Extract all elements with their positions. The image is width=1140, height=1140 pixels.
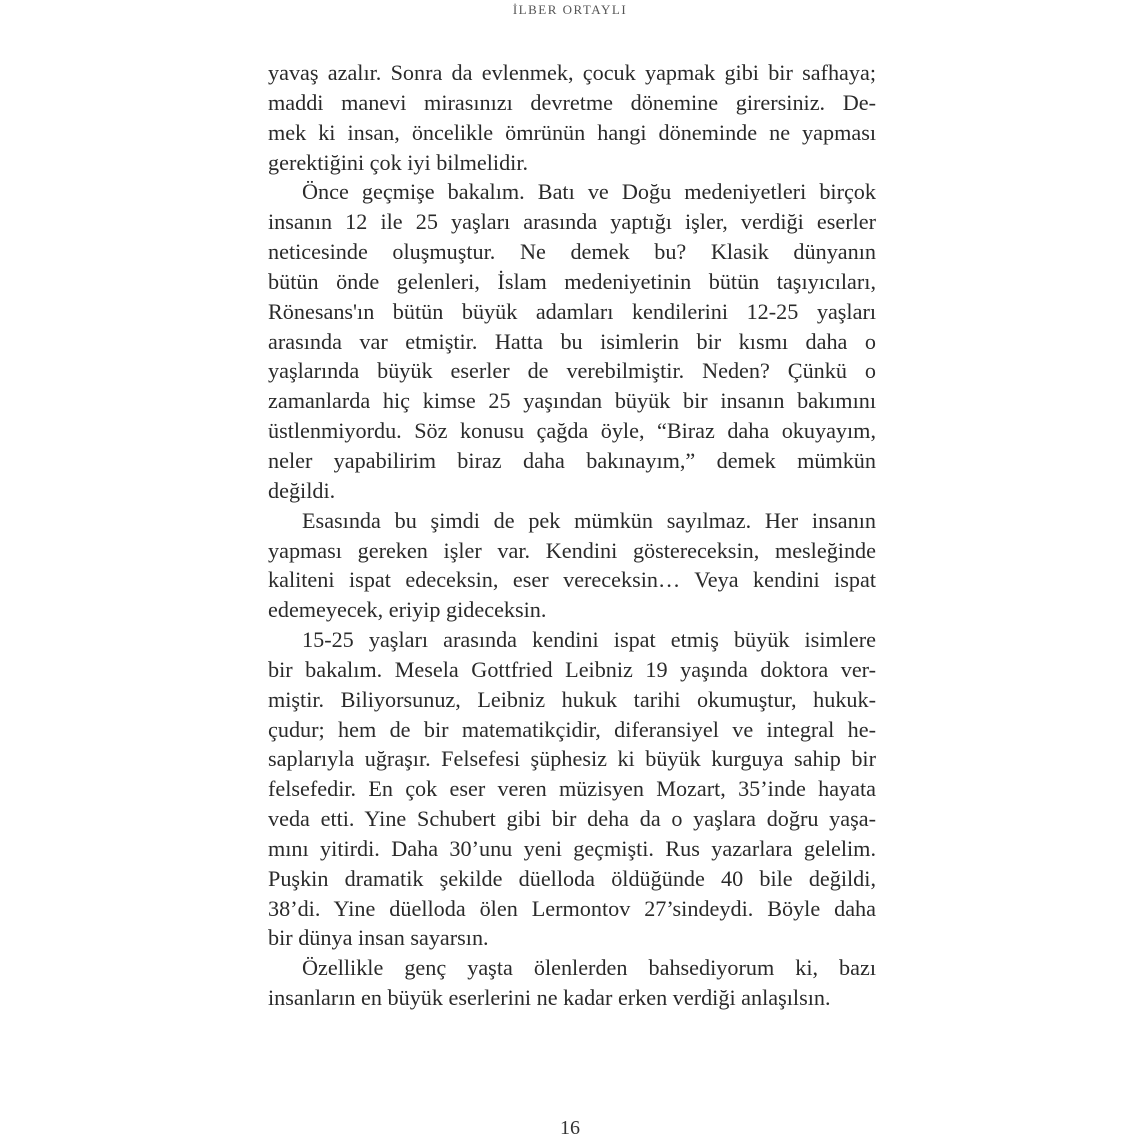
text-line: Rönesans'ın bütün büyük adamları kendilerini 12-25 yaşları [268, 298, 876, 324]
body-text [268, 58, 876, 1013]
text-line: arasında var etmiştir. Hatta bu isimlerin bir kısmı daha o [268, 328, 876, 354]
paragraph [268, 506, 876, 625]
page-number: 16 [560, 1117, 580, 1139]
running-header: İLBER ORTAYLI [512, 2, 628, 17]
text-line: kaliteni ispat edeceksin, eser vereceksin… Veya kendini ispat [268, 567, 876, 593]
text-line: saplarıyla uğraşır. Felsefesi şüphesiz ki büyük kurguya sahip bir [268, 746, 876, 772]
text-line: üstlenmiyordu. Söz konusu çağda öyle, “Biraz daha okuyayım, [268, 418, 876, 444]
text-line: miştir. Biliyorsunuz, Leibniz hukuk tarihi okumuştur, hukuk- [268, 686, 876, 712]
paragraph [268, 953, 876, 1013]
text-line: neticesinde oluşmuştur. Ne demek bu? Klasik dünyanın [268, 239, 876, 265]
text-line: Puşkin dramatik şekilde düelloda öldüğünde 40 bile değildi, [268, 865, 876, 891]
text-line: yapması gereken işler var. Kendini göstereceksin, mesleğinde [268, 537, 876, 563]
text-line: veda etti. Yine Schubert gibi bir deha da o yaşlara doğru yaşa- [268, 806, 876, 832]
text-line: neler yapabilirim biraz daha bakınayım,” demek mümkün [268, 447, 876, 473]
text-line: mını yitirdi. Daha 30’unu yeni geçmişti. Rus yazarlara gelelim. [268, 835, 876, 861]
paragraph [268, 625, 876, 953]
text-line: zamanlarda hiç kimse 25 yaşından büyük bir insanın bakımını [268, 388, 876, 414]
text-line: bütün önde gelenleri, İslam medeniyetinin bütün taşıyıcıları, [268, 268, 876, 294]
text-line: bir bakalım. Mesela Gottfried Leibniz 19 yaşında doktora ver- [268, 656, 876, 682]
text-line: insanın 12 ile 25 yaşları arasında yaptığı işler, verdiği eserler [268, 209, 876, 235]
text-line: çudur; hem de bir matematikçidir, diferansiyel ve integral he- [268, 716, 876, 742]
text-line: maddi manevi mirasınızı devretme dönemine girersiniz. De- [268, 89, 876, 115]
text-line: Esasında bu şimdi de pek mümkün sayılmaz. Her insanın [302, 507, 876, 533]
text-line: bir dünya insan sayarsın. [268, 925, 489, 951]
text-line: Özellikle genç yaşta ölenlerden bahsediyorum ki, bazı [302, 955, 876, 981]
paragraph [268, 177, 876, 505]
text-line: mek ki insan, öncelikle ömrünün hangi döneminde ne yapması [268, 119, 876, 145]
text-line: yaşlarında büyük eserler de verebilmiştir. Neden? Çünkü o [268, 358, 876, 384]
text-line: edemeyecek, eriyip gideceksin. [268, 597, 547, 623]
text-line: yavaş azalır. Sonra da evlenmek, çocuk yapmak gibi bir safhaya; [268, 60, 876, 85]
text-line: değildi. [268, 477, 336, 503]
text-line: felsefedir. En çok eser veren müzisyen Mozart, 35’inde hayata [268, 776, 876, 802]
text-line: gerektiğini çok iyi bilmelidir. [268, 149, 529, 175]
paragraph [268, 58, 876, 177]
text-line: Önce geçmişe bakalım. Batı ve Doğu medeniyetleri birçok [302, 179, 876, 205]
text-line: 38’di. Yine düelloda ölen Lermontov 27’sindeydi. Böyle daha [268, 895, 876, 921]
text-line: insanların en büyük eserlerini ne kadar erken verdiği anlaşılsın. [268, 985, 831, 1011]
text-line: 15-25 yaşları arasında kendini ispat etmiş büyük isimlere [302, 627, 876, 653]
